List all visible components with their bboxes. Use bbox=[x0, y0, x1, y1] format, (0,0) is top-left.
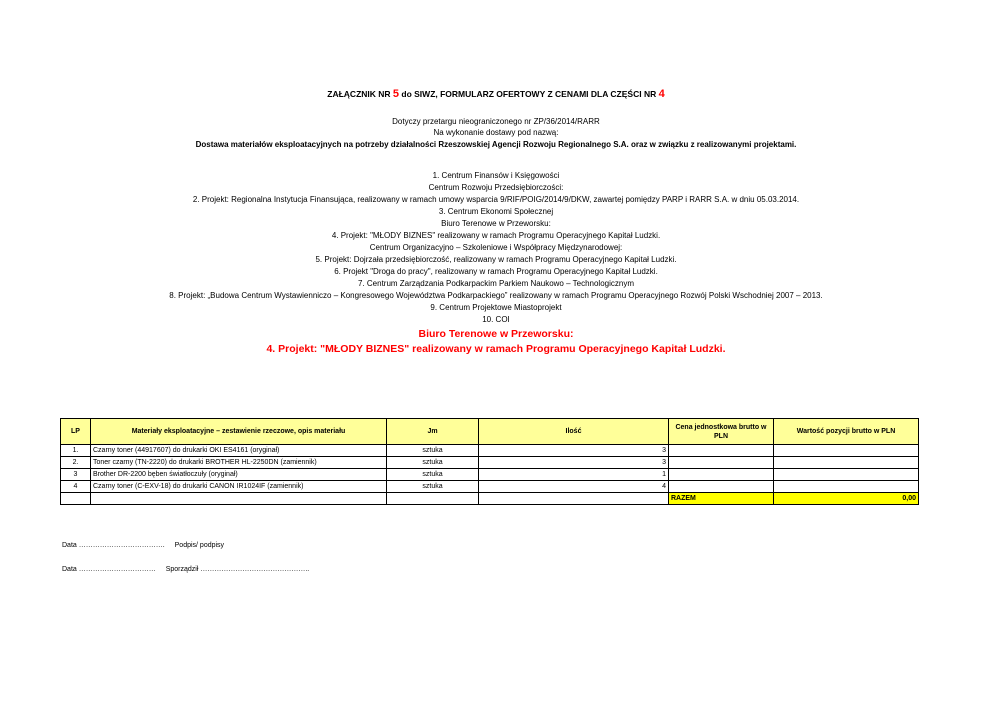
table-row bbox=[61, 445, 919, 457]
signature-row bbox=[62, 542, 232, 549]
cell-total[interactable] bbox=[774, 481, 919, 493]
cell-quantity: 3 bbox=[479, 445, 669, 457]
cell-quantity: 4 bbox=[479, 481, 669, 493]
project-line: 1. Centrum Finansów i Księgowości bbox=[432, 171, 560, 180]
cell-total[interactable] bbox=[774, 457, 919, 469]
document-title bbox=[0, 88, 992, 100]
cell-unit-price[interactable] bbox=[669, 469, 774, 481]
prepared-row bbox=[62, 566, 317, 573]
selected-office: Biuro Terenowe w Przeworsku: bbox=[418, 328, 574, 340]
title-part: do SIWZ, FORMULARZ OFERTOWY Z CENAMI DLA CZĘŚCI NR bbox=[399, 89, 659, 99]
cell-description: Brother DR-2200 bęben światłoczuły (oryginał) bbox=[91, 469, 387, 481]
project-line: 6. Projekt "Droga do pracy", realizowany w ramach Programu Operacyjnego Kapitał Ludzki. bbox=[334, 267, 658, 276]
project-line: 4. Projekt: "MŁODY BIZNES" realizowany w ramach Programu Operacyjnego Kapitał Ludzki. bbox=[331, 231, 661, 240]
cell-unit: sztuka bbox=[387, 481, 479, 493]
project-line: Centrum Rozwoju Przedsiębiorczości: bbox=[428, 183, 564, 192]
cell-empty bbox=[387, 493, 479, 505]
delivery-intro: Na wykonanie dostawy pod nazwą: bbox=[433, 128, 559, 137]
cell-unit-price[interactable] bbox=[669, 481, 774, 493]
cell-empty bbox=[61, 493, 91, 505]
cell-quantity: 3 bbox=[479, 457, 669, 469]
sum-value: 0,00 bbox=[774, 493, 919, 505]
project-line: 2. Projekt: Regionalna Instytucja Finansująca, realizowany w ramach umowy wsparcia 9/RIF/POIG/2014/9/DKW, zawartej pomiędzy PARP i RARR S.A. w dniu 05.03.2014. bbox=[192, 195, 800, 204]
table-header-row bbox=[61, 419, 919, 445]
title-part: ZAŁĄCZNIK NR bbox=[327, 89, 393, 99]
part-number: 4 bbox=[658, 88, 665, 100]
project-line: Centrum Organizacyjno – Szkoleniowe i Współpracy Międzynarodowej: bbox=[369, 243, 623, 252]
project-line: Biuro Terenowe w Przeworsku: bbox=[441, 219, 551, 228]
cell-lp: 3 bbox=[61, 469, 91, 481]
header-unit-price: Cena jednostkowa brutto w PLN bbox=[669, 419, 774, 445]
selected-project: 4. Projekt: "MŁODY BIZNES" realizowany w ramach Programu Operacyjnego Kapitał Ludzki. bbox=[266, 343, 726, 355]
cell-unit: sztuka bbox=[387, 457, 479, 469]
prepared-by-label: Sporządził ……………………………………….. bbox=[165, 566, 310, 573]
header-quantity: Ilość bbox=[479, 419, 669, 445]
table-row bbox=[61, 457, 919, 469]
header-unit: Jm bbox=[387, 419, 479, 445]
header-description: Materiały eksploatacyjne – zestawienie rzeczowe, opis materiału bbox=[91, 419, 387, 445]
date-field: Data …………………………… bbox=[62, 566, 156, 573]
project-line: 10. COI bbox=[482, 315, 510, 324]
cell-description: Toner czarny (TN-2220) do drukarki BROTHER HL-2250DN (zamiennik) bbox=[91, 457, 387, 469]
offer-table bbox=[60, 418, 919, 505]
cell-unit-price[interactable] bbox=[669, 457, 774, 469]
cell-quantity: 1 bbox=[479, 469, 669, 481]
header-total: Wartość pozycji brutto w PLN bbox=[774, 419, 919, 445]
project-line: 8. Projekt: „Budowa Centrum Wystawienniczo – Kongresowego Województwa Podkarpackiego” realizowany w ramach Programu Operacyjnego Rozwój Polski Wschodniej 2007 – 2013. bbox=[169, 291, 823, 300]
cell-lp: 1. bbox=[61, 445, 91, 457]
attachment-number: 5 bbox=[392, 88, 400, 100]
project-line: 5. Projekt: Dojrzała przedsiębiorczość, realizowany w ramach Programu Operacyjnego Kapitał Ludzki. bbox=[315, 255, 677, 264]
cell-empty bbox=[91, 493, 387, 505]
sum-label: RAZEM bbox=[669, 493, 774, 505]
cell-total[interactable] bbox=[774, 469, 919, 481]
table-row bbox=[61, 481, 919, 493]
cell-empty bbox=[479, 493, 669, 505]
cell-unit: sztuka bbox=[387, 469, 479, 481]
cell-lp: 4 bbox=[61, 481, 91, 493]
cell-description: Czarny toner (C-EXV-18) do drukarki CANON IR1024IF (zamiennik) bbox=[91, 481, 387, 493]
date-field: Data ………………………………. bbox=[62, 542, 165, 549]
cell-description: Czarny toner (44917607) do drukarki OKI ES4161 (oryginał) bbox=[91, 445, 387, 457]
project-line: 7. Centrum Zarządzania Podkarpackim Parkiem Naukowo – Technologicznym bbox=[358, 279, 634, 288]
project-line: 9. Centrum Projektowe Miastoprojekt bbox=[430, 303, 562, 312]
project-line: 3. Centrum Ekonomi Społecznej bbox=[438, 207, 554, 216]
cell-total[interactable] bbox=[774, 445, 919, 457]
cell-lp: 2. bbox=[61, 457, 91, 469]
tender-reference: Dotyczy przetargu nieograniczonego nr ZP/36/2014/RARR bbox=[392, 117, 600, 126]
signature-label: Podpis/ podpisy bbox=[174, 542, 225, 549]
delivery-name: Dostawa materiałów eksploatacyjnych na potrzeby działalności Rzeszowskiej Agencji Rozwoju Regionalnego S.A. oraz w związku z realizowanymi projektami. bbox=[195, 140, 797, 149]
header-lp: LP bbox=[61, 419, 91, 445]
table-sum-row bbox=[61, 493, 919, 505]
cell-unit: sztuka bbox=[387, 445, 479, 457]
cell-unit-price[interactable] bbox=[669, 445, 774, 457]
table-row bbox=[61, 469, 919, 481]
